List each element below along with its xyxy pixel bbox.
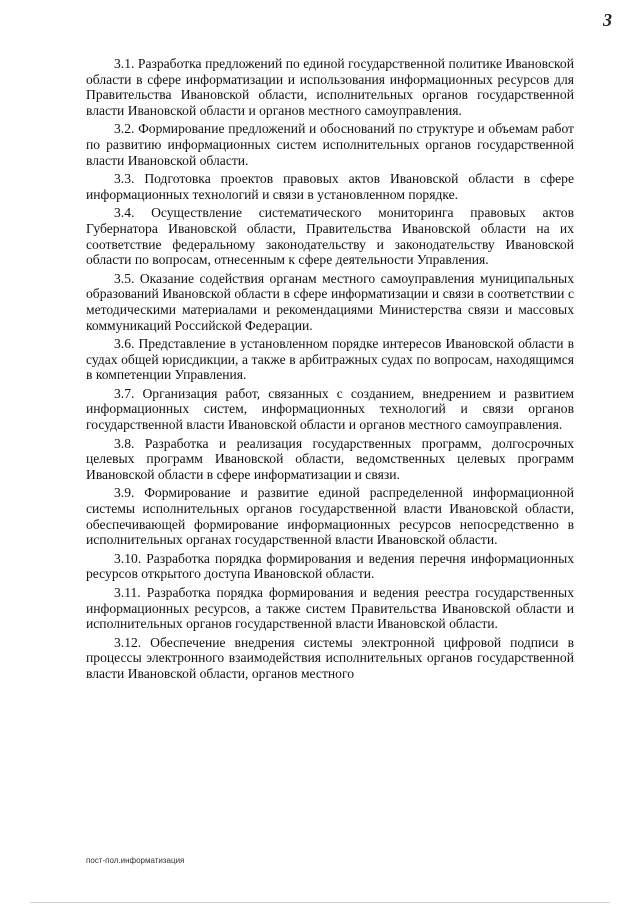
paragraph-3-1: 3.1. Разработка предложений по единой государственной политике Ивановской области в сфере информатизации и использования информационных ресурсов для Правительства Ивановской области, исполнительных органов государственной власти Ивановской области и органов местного самоуправления.: [86, 56, 574, 118]
document-body: [86, 56, 574, 685]
scan-edge-line: [30, 902, 610, 903]
page-number: 3: [603, 10, 612, 30]
paragraph-3-10: 3.10. Разработка порядка формирования и ведения перечня информационных ресурсов открытого доступа Ивановской области.: [86, 550, 574, 582]
paragraph-3-3: 3.3. Подготовка проектов правовых актов Ивановской области в сфере информационных технологий и связи в установленном порядке.: [86, 171, 574, 202]
paragraph-3-8: 3.8. Разработка и реализация государственных программ, долгосрочных целевых программ Ивановской области, ведомственных целевых программ Ивановской области в сфере информатизации и связи.: [86, 435, 574, 482]
paragraph-3-6: 3.6. Представление в установленном порядке интересов Ивановской области в судах общей юрисдикции, а также в арбитражных судах по вопросам, находящимся в компетенции Управления.: [86, 336, 574, 383]
footer-filename: пост-пол.информатизация: [86, 856, 185, 865]
paragraph-3-12: 3.12. Обеспечение внедрения системы электронной цифровой подписи в процессы электронного взаимодействия исполнительных органов государственной власти Ивановской области, органов местного: [86, 634, 574, 681]
paragraph-3-9: 3.9. Формирование и развитие единой распределенной информационной системы исполнительных органов государственной власти Ивановской области, обеспечивающей формирование информационных ресурсов непосредственно в исполнительных органах государственной власти Ивановской области.: [86, 485, 574, 548]
paragraph-3-5: 3.5. Оказание содействия органам местного самоуправления муниципальных образований Ивановской области в сфере информатизации и связи в соответствии с методическими материалами и рекомендациями Министерства связи и массовых коммуникаций Российской Федерации.: [86, 270, 574, 333]
paragraph-3-2: 3.2. Формирование предложений и обоснований по структуре и объемам работ по развитию информационных систем исполнительных органов государственной власти Ивановской области.: [86, 121, 574, 168]
paragraph-3-4: 3.4. Осуществление систематического мониторинга правовых актов Губернатора Ивановской области, Правительства Ивановской области на их соответствие федеральному законодательству и законодательству Ивановской области по вопросам, отнесенным к сфере деятельности Управления.: [86, 205, 574, 268]
paragraph-3-11: 3.11. Разработка порядка формирования и ведения реестра государственных информационных ресурсов, а также систем Правительства Ивановской области и исполнительных органов государственной власти Ивановской области.: [86, 585, 574, 632]
paragraph-3-7: 3.7. Организация работ, связанных с созданием, внедрением и развитием информационных систем, информационных технологий и связи органов государственной власти Ивановской области и органов местного самоуправления.: [86, 385, 574, 433]
